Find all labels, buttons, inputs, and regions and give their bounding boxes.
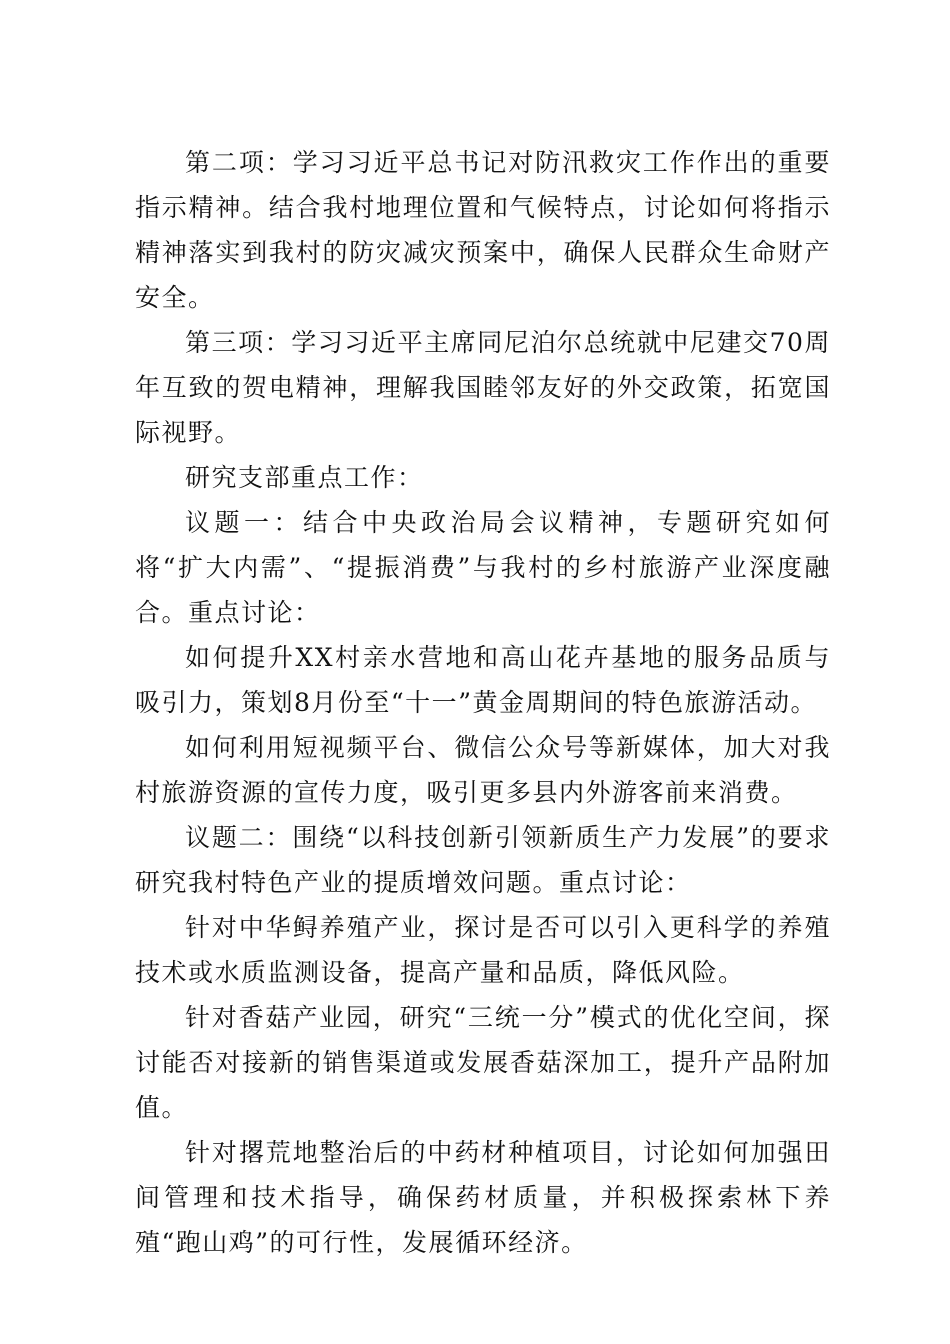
paragraph-topic-1-point-2: 如何利用短视频平台、微信公众号等新媒体，加大对我村旅游资源的宣传力度，吸引更多县内外游客前来消费。	[135, 733, 831, 807]
paragraph-topic-2-point-1: 针对中华鲟养殖产业，探讨是否可以引入更科学的养殖技术或水质监测设备，提高产量和品质，降低风险。	[135, 913, 831, 987]
paragraph-topic-1-point-1: 如何提升XX村亲水营地和高山花卉基地的服务品质与吸引力，策划8月份至“十一”黄金周期间的特色旅游活动。	[135, 643, 831, 717]
paragraph-item-3-study: 第三项：学习习近平主席同尼泊尔总统就中尼建交70周年互致的贺电精神，理解我国睦邻友好的外交政策，拓宽国际视野。	[135, 328, 831, 447]
paragraph-topic-2-point-2: 针对香菇产业园，研究“三统一分”模式的优化空间，探讨能否对接新的销售渠道或发展香菇深加工，提升产品附加值。	[135, 1003, 831, 1122]
document-body	[135, 140, 831, 1265]
paragraph-branch-work-heading: 研究支部重点工作：	[185, 463, 424, 492]
paragraph-item-2-study: 第二项：学习习近平总书记对防汛救灾工作作出的重要指示精神。结合我村地理位置和气候特点，讨论如何将指示精神落实到我村的防灾减灾预案中，确保人民群众生命财产安全。	[135, 148, 831, 312]
paragraph-topic-1: 议题一：结合中央政治局会议精神，专题研究如何将“扩大内需”、“提振消费”与我村的乡村旅游产业深度融合。重点讨论：	[135, 508, 831, 627]
paragraph-topic-2: 议题二：围绕“以科技创新引领新质生产力发展”的要求研究我村特色产业的提质增效问题。重点讨论：	[135, 823, 831, 897]
paragraph-topic-2-point-3: 针对撂荒地整治后的中药材种植项目，讨论如何加强田间管理和技术指导，确保药材质量，并积极探索林下养殖“跑山鸡”的可行性，发展循环经济。	[135, 1138, 831, 1257]
